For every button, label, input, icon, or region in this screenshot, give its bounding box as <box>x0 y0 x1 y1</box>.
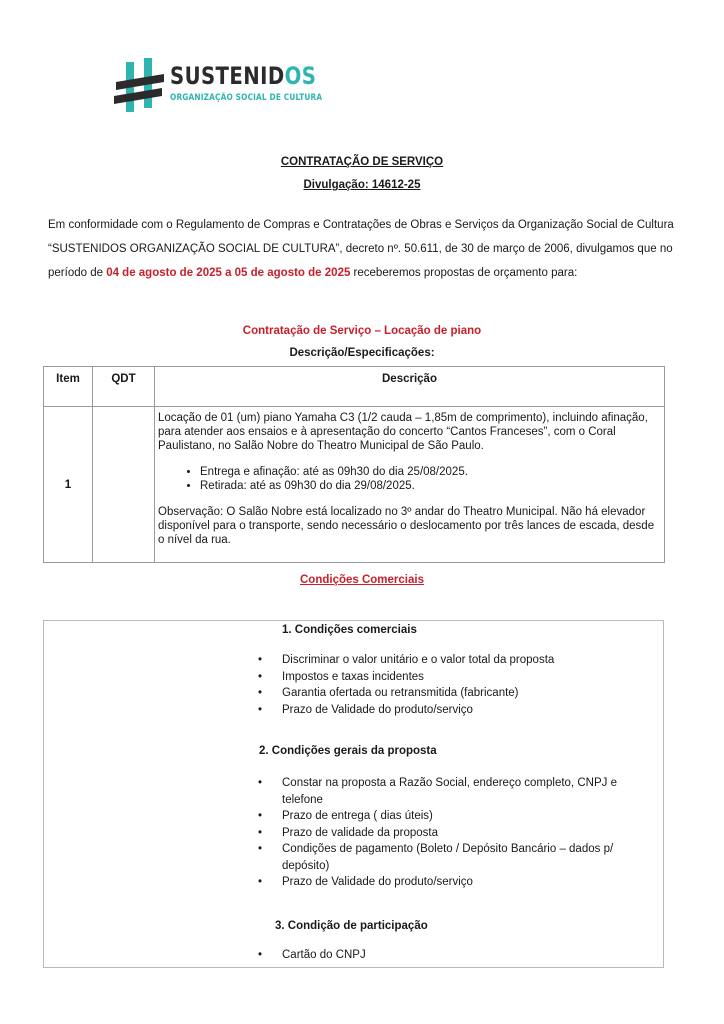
list-item: • Prazo de Validade do produto/serviço <box>258 702 658 719</box>
document-title: CONTRATAÇÃO DE SERVIÇO <box>280 156 444 168</box>
item-quantity <box>93 407 155 563</box>
general-conditions-list <box>258 775 658 891</box>
list-item: • Discriminar o valor unitário e o valor total da proposta <box>258 652 658 669</box>
column-header-item: Item <box>44 367 93 407</box>
table-header-row <box>44 367 665 407</box>
list-item: • Prazo de entrega ( dias úteis) <box>258 808 658 825</box>
logo-subtitle: ORGANIZAÇÃO SOCIAL DE CULTURA <box>170 93 323 103</box>
participation-list <box>258 947 658 964</box>
spec-heading: Descrição/Especificações: <box>289 347 435 359</box>
schedule-list <box>158 465 660 493</box>
section-title-commercial: 1. Condições comerciais <box>282 624 417 636</box>
list-item: • Constar na proposta a Razão Social, endereço completo, CNPJ e telefone <box>258 775 658 808</box>
logo <box>112 58 323 114</box>
specification-table <box>43 366 665 563</box>
intro-text-after: receberemos propostas de orçamento para: <box>350 267 578 279</box>
hash-logo-icon <box>112 58 166 114</box>
list-item: • Garantia ofertada ou retransmitida (fabricante) <box>258 685 658 702</box>
observation-note: Observação: O Salão Nobre está localizado no 3º andar do Theatro Municipal. Não há elevador disponível para o transporte, sendo necessário o deslocamento por três lances de escada, desde o nível da rua. <box>158 506 655 546</box>
section-title-general: 2. Condições gerais da proposta <box>259 745 437 757</box>
disclosure-number: Divulgação: 14612-25 <box>303 179 421 191</box>
conditions-heading: Condições Comerciais <box>300 574 424 586</box>
list-item: • Cartão do CNPJ <box>258 947 658 964</box>
table-row <box>44 407 665 563</box>
item-number: 1 <box>44 407 93 563</box>
commercial-conditions-list <box>258 652 658 718</box>
list-item: • Condições de pagamento (Boleto / Depósito Bancário – dados p/ depósito) <box>258 841 658 874</box>
proposal-period: 04 de agosto de 2025 a 05 de agosto de 2025 <box>106 267 351 279</box>
intro-text-before: Em conformidade com o Regulamento de Compras e Contratações de Obras e Serviços da Organização Social de Cultura “SUSTENIDOS ORGANIZAÇÃO SOCIAL DE CULTURA”, decreto nº. 50.611, de 30 de março de 2006, divulgamos que no período de <box>48 219 674 279</box>
logo-wordmark: SUSTENIDOS <box>170 62 317 90</box>
description-text: Locação de 01 (um) piano Yamaha C3 (1/2 cauda – 1,85m de comprimento), incluindo afinação, para atender aos ensaios e à apresentação do concerto “Cantos Franceses”, com o Coral Paulistano, no Salão Nobre do Theatro Municipal de São Paulo. <box>158 412 648 452</box>
list-item: • Entrega e afinação: até as 09h30 do dia 25/08/2025. <box>200 465 660 479</box>
section-title-participation: 3. Condição de participação <box>275 920 428 932</box>
item-description <box>155 407 665 563</box>
list-item: • Prazo de Validade do produto/serviço <box>258 874 658 891</box>
list-item: • Retirada: até as 09h30 do dia 29/08/2025. <box>200 479 660 493</box>
column-header-description: Descrição <box>155 367 665 407</box>
list-item: • Prazo de validade da proposta <box>258 825 658 842</box>
service-heading: Contratação de Serviço – Locação de piano <box>242 325 482 337</box>
column-header-qdt: QDT <box>93 367 155 407</box>
list-item: • Impostos e taxas incidentes <box>258 669 658 686</box>
intro-paragraph <box>48 213 678 285</box>
